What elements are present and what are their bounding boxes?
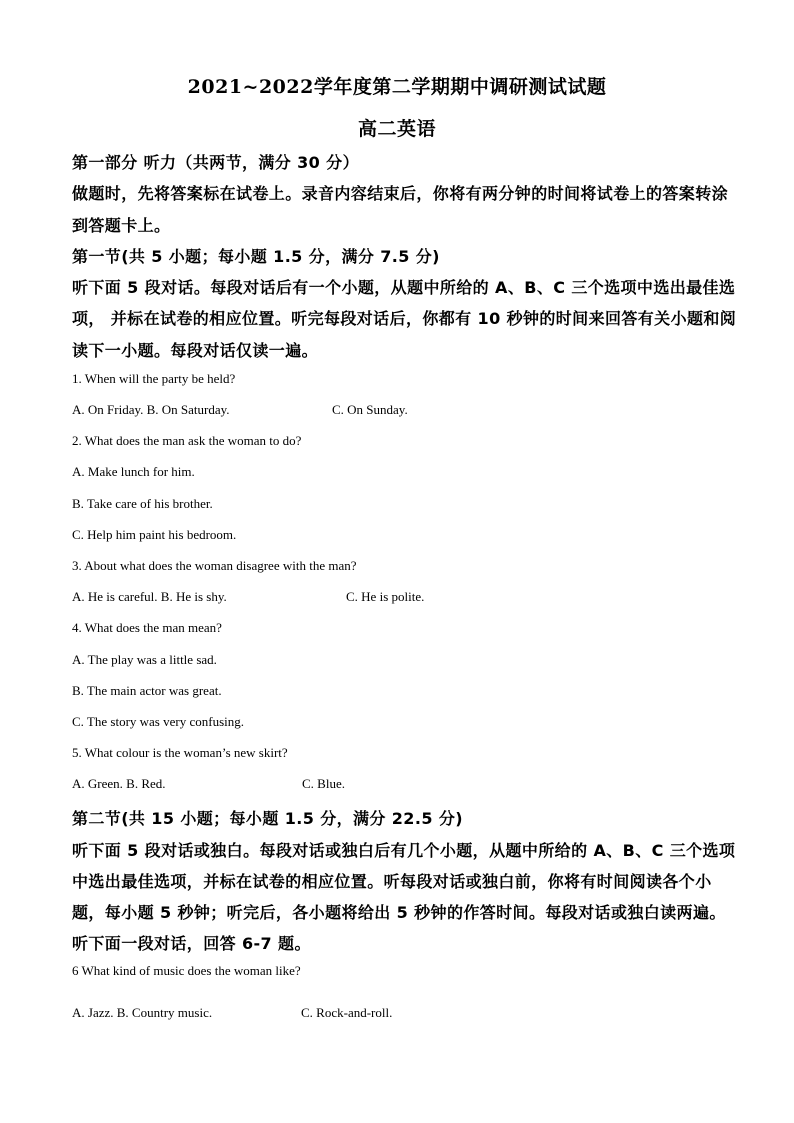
question-options-ab: A. Jazz. B. Country music. bbox=[72, 1005, 213, 1020]
exam-subtitle: 高二英语 bbox=[357, 118, 436, 140]
question-option: A. The play was a little sad. bbox=[72, 652, 217, 667]
question-stem: 5. What colour is the woman’s new skirt? bbox=[72, 745, 288, 760]
question-option-c: C. Blue. bbox=[302, 776, 345, 791]
section2-instruction-line: 题，每小题 5 秒钟；听完后，各小题将给出 5 秒钟的作答时间。每段对话或独白读两遍。 bbox=[72, 903, 726, 922]
question-stem: 1. When will the party be held? bbox=[72, 371, 236, 386]
question-option: C. Help him paint his bedroom. bbox=[72, 527, 237, 542]
question-option: C. The story was very confusing. bbox=[72, 714, 244, 729]
part1-instruction-line: 到答题卡上。 bbox=[72, 216, 171, 235]
section1-instruction-line: 项， 并标在试卷的相应位置。听完每段对话后，你都有 10 秒钟的时间来回答有关小题和阅 bbox=[72, 309, 737, 328]
question-options-ab: A. He is careful. B. He is shy. bbox=[72, 589, 227, 604]
section1-instruction-line: 读下一小题。每段对话仅读一遍。 bbox=[72, 341, 319, 360]
question-stem: 4. What does the man mean? bbox=[72, 620, 222, 635]
exam-title: 2021~2022学年度第二学期期中调研测试试题 bbox=[187, 76, 607, 98]
question-option-c: C. On Sunday. bbox=[332, 402, 408, 417]
question-option: B. Take care of his brother. bbox=[72, 496, 213, 511]
section1-heading: 第一节(共 5 小题；每小题 1.5 分，满分 7.5 分) bbox=[72, 247, 440, 266]
question-option: B. The main actor was great. bbox=[72, 683, 222, 698]
section2-instruction-line: 听下面 5 段对话或独白。每段对话或独白后有几个小题，从题中所给的 A、B、C 三个选项 bbox=[72, 841, 736, 860]
question-stem: 6 What kind of music does the woman like? bbox=[72, 963, 301, 978]
question-options-ab: A. Green. B. Red. bbox=[72, 776, 166, 791]
section2-instruction-line: 中选出最佳选项，并标在试卷的相应位置。听每段对话或独白前，你将有时间阅读各个小 bbox=[72, 872, 712, 891]
question-option-c: C. He is polite. bbox=[346, 589, 425, 604]
section2-instruction-line: 听下面一段对话，回答 6-7 题。 bbox=[72, 934, 311, 953]
question-options-ab: A. On Friday. B. On Saturday. bbox=[72, 402, 230, 417]
question-option-c: C. Rock-and-roll. bbox=[301, 1005, 393, 1020]
part1-heading: 第一部分 听力（共两节，满分 30 分） bbox=[72, 153, 359, 172]
question-option: A. Make lunch for him. bbox=[72, 464, 195, 479]
question-stem: 3. About what does the woman disagree with the man? bbox=[72, 558, 357, 573]
question-stem: 2. What does the man ask the woman to do? bbox=[72, 433, 302, 448]
section1-instruction-line: 听下面 5 段对话。每段对话后有一个小题，从题中所给的 A、B、C 三个选项中选出最佳选 bbox=[72, 278, 736, 297]
part1-instruction-line: 做题时，先将答案标在试卷上。录音内容结束后，你将有两分钟的时间将试卷上的答案转涂 bbox=[72, 184, 729, 203]
section2-heading: 第二节(共 15 小题；每小题 1.5 分，满分 22.5 分) bbox=[72, 809, 463, 828]
